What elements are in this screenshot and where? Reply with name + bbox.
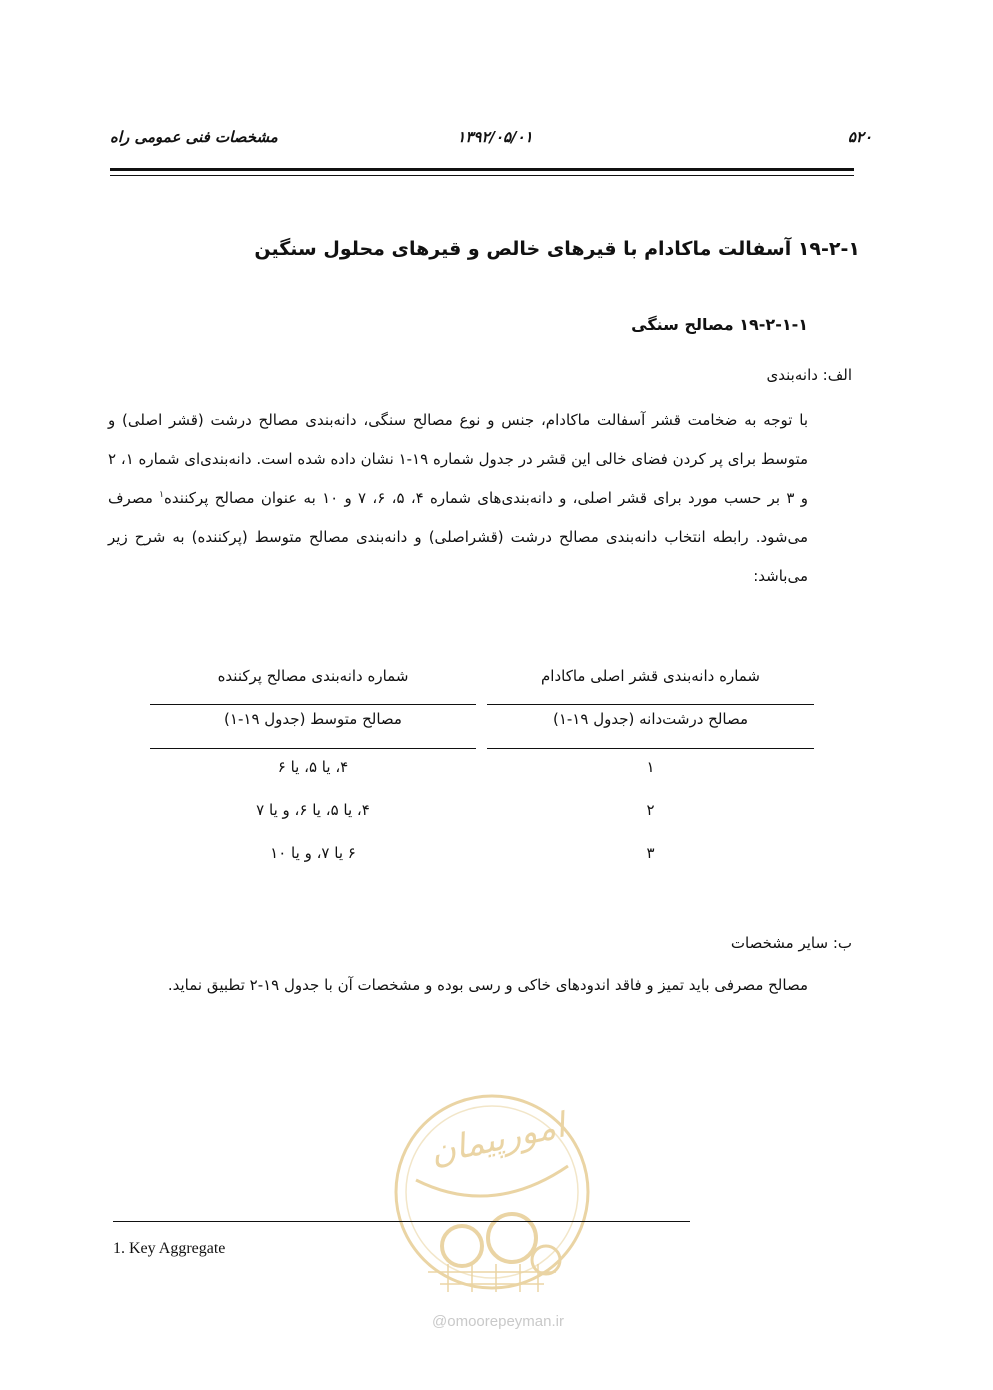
- table-rule: [487, 704, 814, 705]
- other-specs-paragraph: مصالح مصرفی باید تمیز و فاقد اندودهای خاکی و رسی بوده و مشخصات آن با جدول ۱۹-۲ تطبیق نماید.: [167, 976, 808, 994]
- watermark-logo: [388, 1088, 596, 1313]
- table-cell-filler: ۴، یا ۵، یا ۶: [277, 758, 349, 776]
- table-rule: [150, 748, 476, 749]
- item-b-label: ب: سایر مشخصات: [730, 934, 852, 952]
- table-header-filler-line2: مصالح متوسط (جدول ۱۹-۱): [224, 710, 402, 728]
- table-header-filler-line1: شماره دانه‌بندی مصالح پرکننده: [217, 667, 409, 685]
- footnote-text: 1. Key Aggregate: [113, 1240, 226, 1257]
- table-cell-coarse: ۲: [646, 801, 655, 819]
- table-header-coarse-line1: شماره دانه‌بندی قشر اصلی ماکادام: [540, 667, 761, 685]
- paragraph-text-before-note: با توجه به ضخامت قشر آسفالت ماکادام، جنس و نوع مصالح سنگی، دانه‌بندی مصالح درشت (قشر اصلی) و متوسط برای پر کردن فضای خالی این قشر در جدول شماره ۱۹-۱ نشان داده شده است. دانه‌بندی‌ای شماره ۱، ۲ و ۳ بر حسب مورد برای قشر اصلی، و دانه‌بندی‌های شماره ۴، ۵، ۶، ۷ و ۱۰ به عنوان مصالح پرکننده: [108, 411, 809, 507]
- header-rule-thin: [110, 175, 854, 176]
- header-date: ۱۳۹۲/۰۵/۰۱: [457, 128, 533, 146]
- table-rule: [487, 748, 814, 749]
- header-rule-thick: [110, 168, 854, 171]
- table-header-coarse-line2: مصالح درشت‌دانه (جدول ۱۹-۱): [552, 710, 749, 728]
- footnote-reference[interactable]: ۱: [159, 490, 165, 500]
- table-cell-coarse: ۳: [646, 844, 655, 862]
- header-book-title: مشخصات فنی عمومی راه: [110, 128, 278, 146]
- watermark-url: @omoorepeyman.ir: [432, 1313, 564, 1330]
- table-rule: [150, 704, 476, 705]
- table-cell-filler: ۶ یا ۷، و یا ۱۰: [270, 844, 356, 862]
- page-number: ۵۲۰: [847, 128, 872, 146]
- section-heading: ۱۹-۲-۱ آسفالت ماکادام با قیرهای خالص و قیرهای محلول سنگین: [254, 238, 860, 260]
- paragraph-text-after-note: مصرف می‌شود. رابطه انتخاب دانه‌بندی مصالح درشت (قشراصلی) و دانه‌بندی مصالح متوسط (پرکننده) به شرح زیر می‌باشد:: [108, 489, 808, 585]
- footnote-rule: [113, 1221, 690, 1222]
- gradation-paragraph: [108, 401, 808, 596]
- item-a-label: الف: دانه‌بندی: [766, 366, 852, 384]
- watermark-logo-text: امورپیمان: [426, 1105, 569, 1173]
- table-cell-coarse: ۱: [646, 758, 655, 776]
- subsection-heading: ۱۹-۲-۱-۱ مصالح سنگی: [631, 315, 808, 334]
- table-cell-filler: ۴، یا ۵، یا ۶، و یا ۷: [256, 801, 370, 819]
